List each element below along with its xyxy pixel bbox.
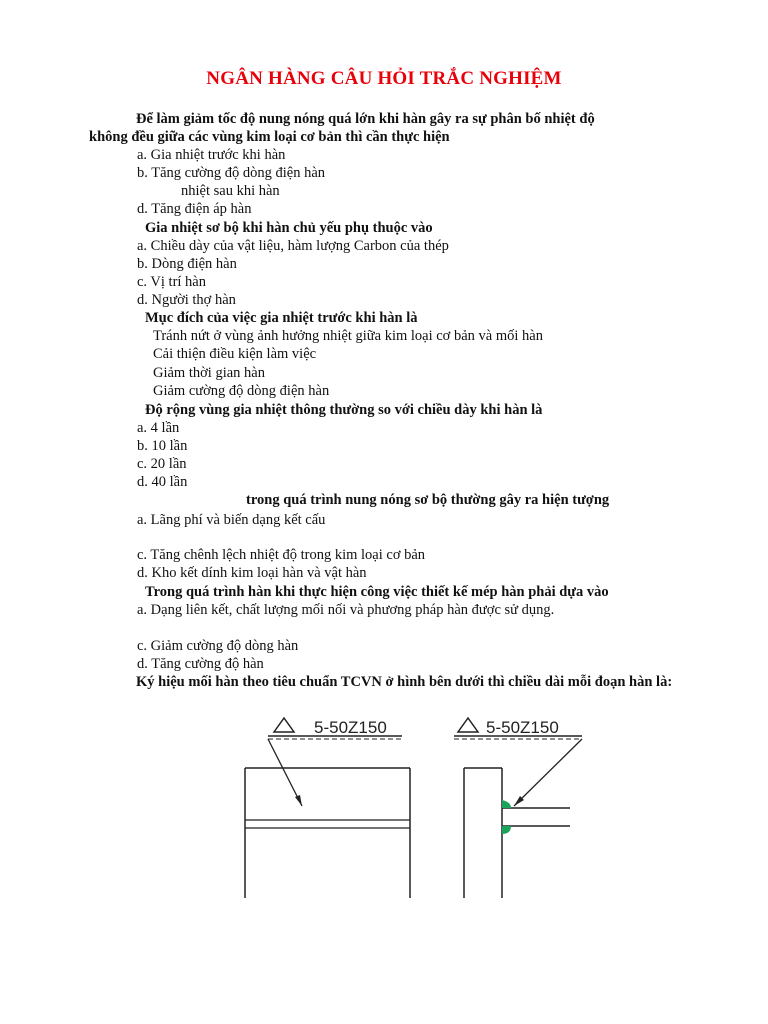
q1-stem-line2: không đều giữa các vùng kim loại cơ bản thì cần thực hiện	[89, 129, 450, 145]
q5-option-a: a. Lãng phí và biến dạng kết cấu	[137, 512, 326, 528]
left-arrow-head-icon	[295, 795, 302, 806]
q1-option-d: d. Tăng điện áp hàn	[137, 201, 252, 217]
weld-fillet-top-icon	[502, 800, 511, 808]
right-fillet-weld-icon	[458, 718, 478, 732]
q5-option-c: c. Tăng chênh lệch nhiệt độ trong kim loại cơ bản	[137, 547, 426, 563]
q6-option-d: d. Tăng cường độ hàn	[137, 656, 264, 672]
q4-option-d: d. 40 lần	[137, 474, 188, 490]
q1-stem-line1: Để làm giảm tốc độ nung nóng quá lớn khi hàn gây ra sự phân bố nhiệt độ	[136, 111, 595, 127]
q3-stem: Mục đích của việc gia nhiệt trước khi hàn là	[145, 310, 418, 326]
q5-stem: trong quá trình nung nóng sơ bộ thường gây ra hiện tượng	[246, 492, 610, 508]
q4-option-c: c. 20 lần	[137, 456, 187, 472]
q6-option-a: a. Dạng liên kết, chất lượng mối nối và phương pháp hàn được sử dụng.	[137, 602, 555, 618]
q3-option-b: Cải thiện điều kiện làm việc	[153, 346, 317, 362]
left-arrow-leader	[268, 739, 302, 806]
q6-stem: Trong quá trình hàn khi thực hiện công việc thiết kế mép hàn phải dựa vào	[145, 584, 609, 600]
q1-option-c: nhiệt sau khi hàn	[181, 183, 280, 199]
q2-stem: Gia nhiệt sơ bộ khi hàn chủ yếu phụ thuộc vào	[145, 220, 433, 236]
right-weld-symbol-text: 5-50Z150	[486, 718, 559, 737]
q7-stem: Ký hiệu mối hàn theo tiêu chuẩn TCVN ở hình bên dưới thì chiều dài mỗi đoạn hàn là:	[136, 674, 673, 690]
q2-option-a: a. Chiều dày của vật liệu, hàm lượng Carbon của thép	[137, 238, 449, 254]
q3-option-c: Giảm thời gian hàn	[153, 365, 265, 381]
q3-option-d: Giảm cường độ dòng điện hàn	[153, 383, 330, 399]
weld-fillet-bottom-icon	[502, 826, 511, 834]
q2-option-d: d. Người thợ hàn	[137, 292, 236, 308]
left-weld-symbol-text: 5-50Z150	[314, 718, 387, 737]
page-title: NGÂN HÀNG CÂU HỎI TRẮC NGHIỆM	[206, 68, 562, 89]
weld-diagram	[230, 708, 600, 898]
q5-option-d: d. Kho kết dính kim loại hàn và vật hàn	[137, 565, 367, 581]
weld-symbol-figure	[230, 708, 600, 898]
q2-option-c: c. Vị trí hàn	[137, 274, 206, 290]
right-arrow-leader	[514, 739, 582, 806]
q2-option-b: b. Dòng điện hàn	[137, 256, 237, 272]
q3-option-a: Tránh nứt ở vùng ảnh hưởng nhiệt giữa kim loại cơ bản và mối hàn	[153, 328, 543, 344]
q4-stem: Độ rộng vùng gia nhiệt thông thường so với chiều dày khi hàn là	[145, 402, 543, 418]
left-fillet-weld-icon	[274, 718, 294, 732]
left-view	[245, 718, 410, 898]
right-view	[454, 718, 582, 898]
q6-option-c: c. Giảm cường độ dòng hàn	[137, 638, 299, 654]
q4-option-a: a. 4 lần	[137, 420, 180, 436]
q4-option-b: b. 10 lần	[137, 438, 188, 454]
q1-option-b: b. Tăng cường độ dòng điện hàn	[137, 165, 326, 181]
q1-option-a: a. Gia nhiệt trước khi hàn	[137, 147, 286, 163]
